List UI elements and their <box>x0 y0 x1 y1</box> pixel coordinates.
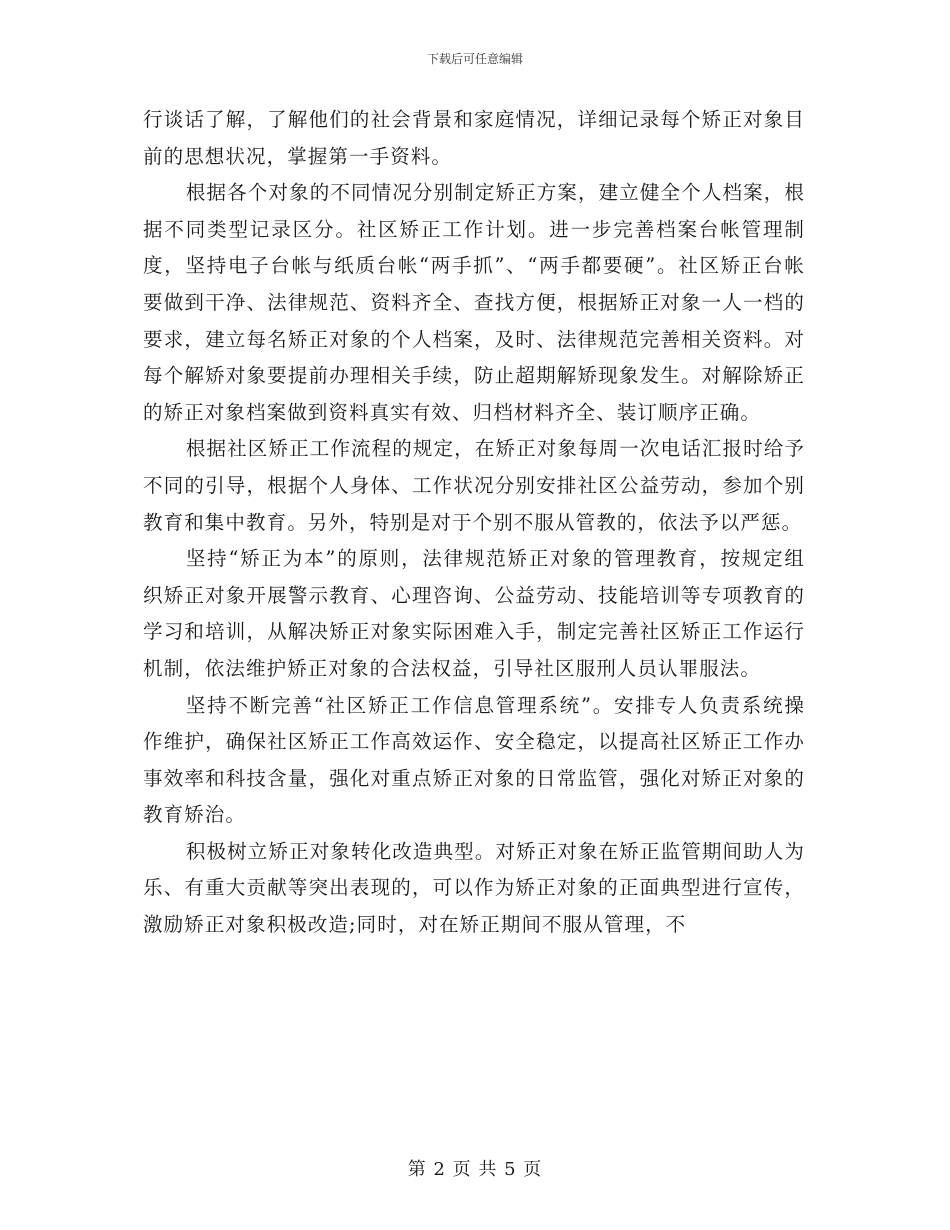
paragraph-typical-models: 积极树立矫正对象转化改造典型。对矫正对象在矫正监管期间助人为乐、有重大贡献等突出表现的，可以作为矫正对象的正面典型进行宣传，激励矫正对象积极改造;同时，对在矫正期间不服从管理，不 <box>143 839 805 937</box>
page-number: 第 2 页 共 5 页 <box>407 1159 543 1180</box>
paragraph-correction-principle: 坚持“矫正为本”的原则，法律规范矫正对象的管理教育，按规定组织矫正对象开展警示教育、心理咨询、公益劳动、技能培训等专项教育的学习和培训，从解决矫正对象实际困难入手，制定完善社区矫正工作运行机制，依法维护矫正对象的合法权益，引导社区服刑人员认罪服法。 <box>143 547 805 680</box>
paragraph-continuation: 行谈话了解，了解他们的社会背景和家庭情况，详细记录每个矫正对象目前的思想状况，掌握第一手资料。 <box>143 108 805 168</box>
paragraph-workflow-guidance: 根据社区矫正工作流程的规定，在矫正对象每周一次电话汇报时给予不同的引导，根据个人身体、工作状况分别安排社区公益劳动，参加个别教育和集中教育。另外，特别是对于个别不服从管教的，依法予以严惩。 <box>143 437 805 534</box>
paragraph-archive-management: 根据各个对象的不同情况分别制定矫正方案，建立健全个人档案，根据不同类型记录区分。社区矫正工作计划。进一步完善档案台帐管理制度，坚持电子台帐与纸质台帐“两手抓”、“两手都要硬”。社区矫正台帐要做到干净、法律规范、资料齐全、查找方便，根据矫正对象一人一档的要求，建立每名矫正对象的个人档案，及时、法律规范完善相关资料。对每个解矫对象要提前办理相关手续，防止超期解矫现象发生。对解除矫正的矫正对象档案做到资料真实有效、归档材料齐全、装订顺序正确。 <box>143 181 805 424</box>
paragraph-information-system: 坚持不断完善“社区矫正工作信息管理系统”。安排专人负责系统操作维护，确保社区矫正工作高效运作、安全稳定，以提高社区矫正工作办事效率和科技含量，强化对重点矫正对象的日常监管，强化对矫正对象的教育矫治。 <box>143 693 805 827</box>
document-body <box>143 102 805 944</box>
page-header: 下载后可任意编辑 <box>426 52 523 66</box>
